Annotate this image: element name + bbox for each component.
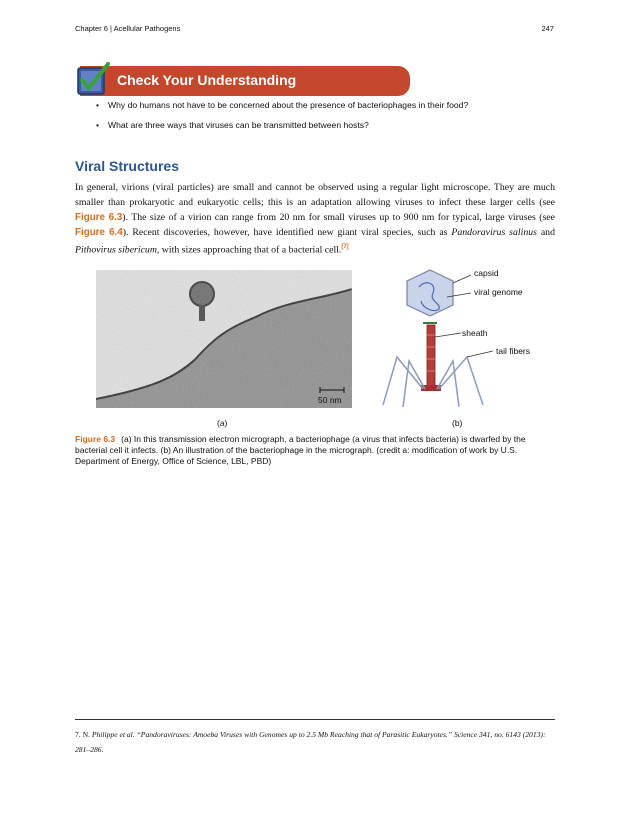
figure-link-6-3[interactable]: Figure 6.3 [75, 212, 123, 223]
checkbox-icon [76, 62, 110, 98]
figure-caption [75, 434, 555, 467]
page-header [75, 24, 554, 33]
question-item: • Why do humans not have to be concerned about the presence of bacteriophages in their food? [96, 100, 468, 110]
label-viral-genome: viral genome [474, 287, 523, 297]
page-number: 247 [541, 24, 554, 33]
question-item: • What are three ways that viruses can be transmitted between hosts? [96, 120, 468, 130]
subfigure-label-a: (a) [217, 418, 228, 428]
section-heading: Viral Structures [75, 158, 180, 174]
body-paragraph: In general, virions (viral particles) are small and cannot be observed using a regular light microscope. They are much smaller than prokaryotic and eukaryotic cells; this is an adaptation allowing viruses to infect these larger cells (see Figure 6.3). The size of a virion can range from 20 nm for small viruses up to 900 nm for typical, large viruses (see Figure 6.4). Recent discoveries, however, have identified new giant viral species, such as Pandoravirus salinus and Pithovirus sibericum, with sizes approaching that of a bacterial cell.[7] [75, 182, 555, 256]
footnote-divider [75, 719, 555, 720]
scale-bar-label: 50 nm [318, 395, 342, 405]
subfigure-label-b: (b) [452, 418, 463, 428]
question-list [96, 100, 468, 140]
footnote: 7. N. Philippe et al. “Pandoraviruses: Amoeba Viruses with Genomes up to 2.5 Mb Reaching that of Parasitic Eukaryotes.” Science 341, no. 6143 (2013): 281–286. [75, 730, 546, 754]
check-understanding-title: Check Your Understanding [117, 72, 297, 88]
label-tail-fibers: tail fibers [496, 346, 531, 356]
footnote-citation: Philippe et al. “Pandoraviruses: Amoeba Viruses with Genomes up to 2.5 Mb Reaching that of Parasitic Eukaryotes.” Science 341, no. 6143 (2013): 281–286. [75, 730, 546, 754]
label-sheath: sheath [462, 328, 488, 338]
caption-text: (a) In this transmission electron micrograph, a bacteriophage (a virus that infects bacteria) is dwarfed by the bacterial cell it infects. (b) An illustration of the bacteriophage in the micrograph. (credit a: modification of work by U.S. Department of Energy, Office of Science, LBL, PBD) [75, 434, 526, 466]
electron-micrograph [96, 270, 352, 408]
figure-link-6-4[interactable]: Figure 6.4 [75, 227, 123, 238]
footnote-reference[interactable]: [7] [341, 244, 349, 250]
figure-number: Figure 6.3 [75, 434, 116, 444]
chapter-title: Chapter 6 | Acellular Pathogens [75, 24, 181, 33]
label-capsid: capsid [474, 268, 499, 278]
